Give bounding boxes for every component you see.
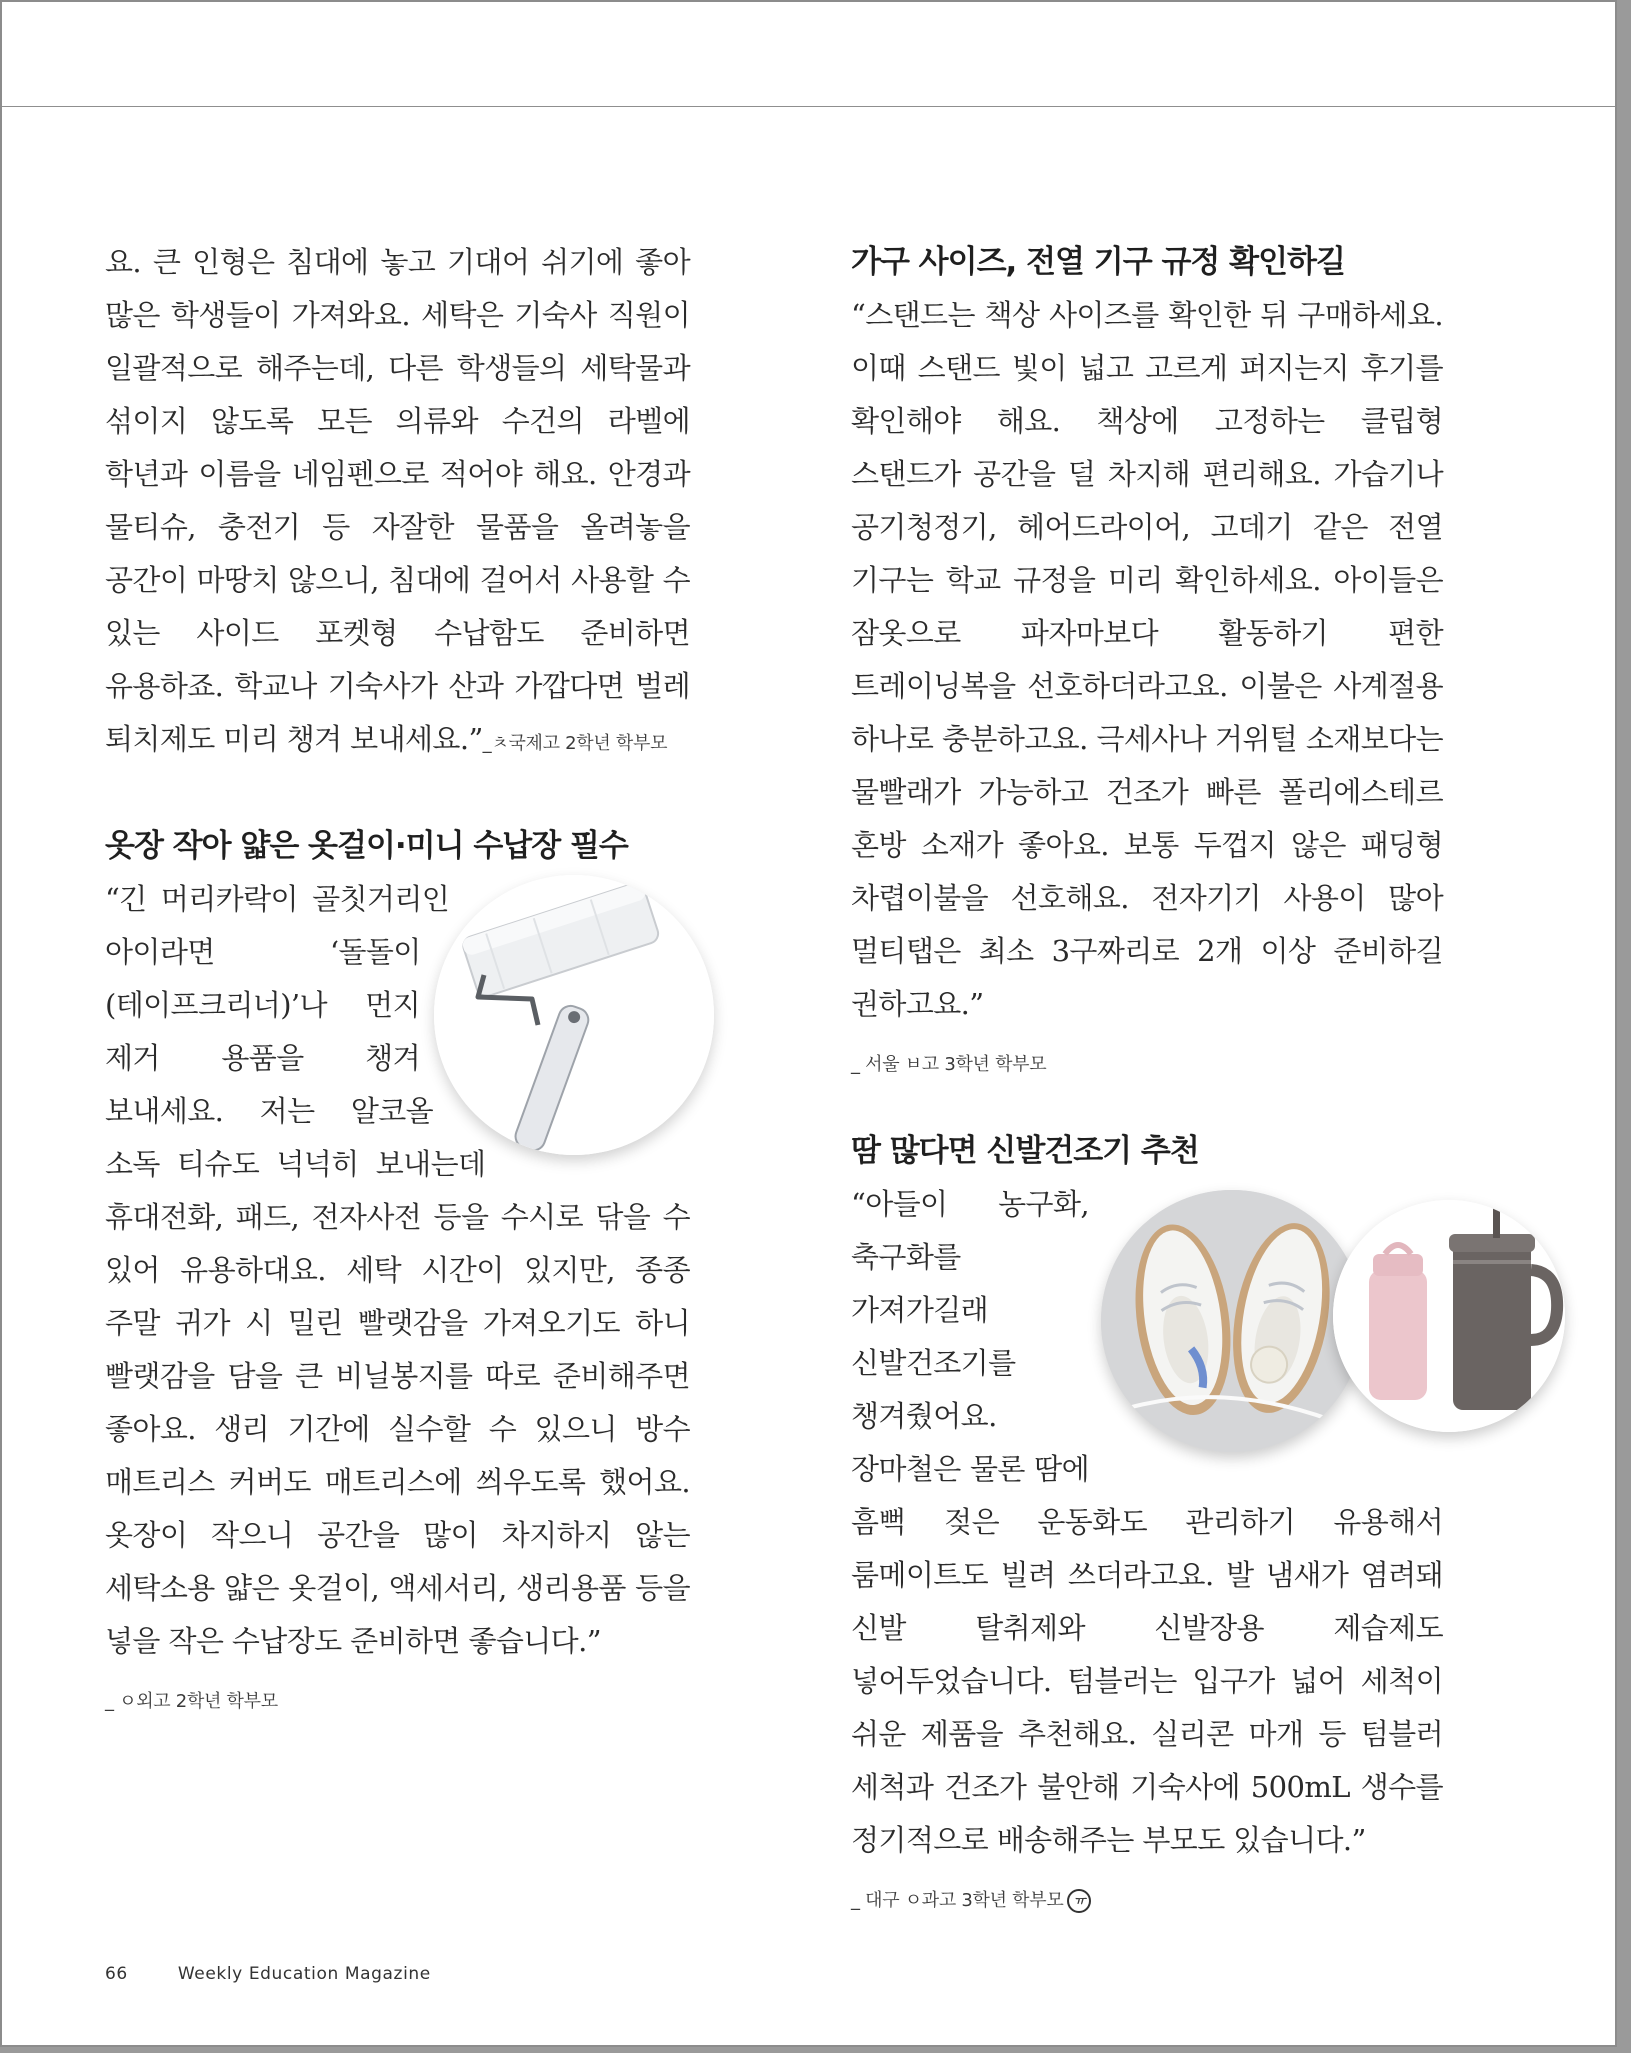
left-paragraph-1-text: 요. 큰 인형은 침대에 놓고 기대어 쉬기에 좋아 많은 학생들이 가져와요. 세탁은 기숙사 직원이 일괄적으로 해주는데, 다른 학생들의 세탁물과 섞이지 않도록 모든 의류와 수건의 라벨에 학년과 이름을 네임펜으로 적어야 해요. 안경과 물티슈, 충전기 등 자잘한 물품을 올려놓을 공간이 마땅치 않으니, 침대에 걸어서 사용할 수 있는 사이드 포켓형 수납함도 준비하면 유용하죠. 학교나 기숙사가 산과 가깝다면 벌레 퇴치제도 미리 챙겨 보내세요.” xyxy=(105,245,690,756)
page-footer xyxy=(105,1964,431,1984)
credit-2: _ ㅇ외고 2학년 학부모 xyxy=(105,1691,278,1712)
shoes-photo xyxy=(1101,1190,1363,1452)
lint-roller-photo xyxy=(434,875,714,1155)
tumblers-image xyxy=(1333,1200,1565,1432)
section-heading-closet: 옷장 작아 얇은 옷걸이·미니 수납장 필수 xyxy=(105,828,628,864)
left-column xyxy=(105,236,690,1716)
right-paragraph-1-text: “스탠드는 책상 사이즈를 확인한 뒤 구매하세요. 이때 스탠드 빛이 넓고 고르게 퍼지는지 후기를 확인해야 해요. 책상에 고정하는 클립형 스탠드가 공간을 덜 차지해 편리해요. 가습기나 공기청정기, 헤어드라이어, 고데기 같은 전열 기구는 학교 규정을 미리 확인하세요. 아이들은 잠옷으로 파자마보다 활동하기 편한 트레이닝복을 선호하더라고요. 이불은 사계절용 하나로 충분하고요. 극세사나 거위털 소재보다는 물빨래가 가능하고 건조가 빠른 폴리에스테르 혼방 소재가 좋아요. 보통 두껍지 않은 패딩형 차렵이불을 선호해요. 전자기기 사용이 많아 멀티탭은 최소 3구짜리로 2개 이상 준비하길 권하고요.” xyxy=(851,298,1443,1021)
magazine-logo-icon: ㅠ xyxy=(1067,1889,1091,1913)
tumblers-photo xyxy=(1333,1200,1565,1432)
right-paragraph-1 xyxy=(851,289,1443,1031)
shoes-image xyxy=(1101,1190,1363,1452)
page-number: 66 xyxy=(105,1964,128,1984)
shoes-and-tumblers-photo xyxy=(1101,1182,1471,1442)
section-heading-shoe-dryer: 땀 많다면 신발건조기 추천 xyxy=(851,1133,1199,1169)
top-divider xyxy=(2,106,1615,107)
lint-roller-image xyxy=(434,875,714,1155)
left-paragraph-2-text: “긴 머리카락이 골칫거리인 아이라면 ‘돌돌이(테이프크리너)’나 먼지 제거 용품을 챙겨 보내세요. 저는 알코올 소독 티슈도 넉넉히 보내는데 휴대전화, 패드, 전자사전 등을 수시로 닦을 수 있어 유용하대요. 세탁 시간이 있지만, 종종 주말 귀가 시 밀린 빨랫감을 가져오기도 하니 빨랫감을 담을 큰 비닐봉지를 따로 준비해주면 좋아요. 생리 기간에 실수할 수 있으니 방수 매트리스 커버도 매트리스에 씌우도록 했어요. 옷장이 작으니 공간을 많이 차지하지 않는 세탁소용 얇은 옷걸이, 액세서리, 생리용품 등을 넣을 작은 수납장도 준비하면 좋습니다.” xyxy=(105,882,690,1658)
credit-1: _ㅊ국제고 2학년 학부모 xyxy=(482,733,668,754)
credit-4 xyxy=(851,1887,1443,1915)
left-paragraph-1 xyxy=(105,236,690,770)
credit-3: _ 서울 ㅂ고 3학년 학부모 xyxy=(851,1054,1047,1075)
right-paragraph-2-text: “아들이 농구화, 축구화를 가져가길래 신발건조기를 챙겨줬어요. 장마철은 물론 땀에 흠뻑 젖은 운동화도 관리하기 유용해서 룸메이트도 빌려 쓰더라고요. 발 냄새가 염려돼 신발 탈취제와 신발장용 제습제도 넣어두었습니다. 텀블러는 입구가 넓어 세척이 쉬운 제품을 추천해요. 실리콘 마개 등 텀블러 세척과 건조가 불안해 기숙사에 500mL 생수를 정기적으로 배송해주는 부모도 있습니다.” xyxy=(851,1187,1443,1857)
credit-4-text: _ 대구 ㅇ과고 3학년 학부모 xyxy=(851,1890,1064,1911)
section-heading-furniture: 가구 사이즈, 전열 기구 규정 확인하길 xyxy=(851,244,1345,280)
publication-name: Weekly Education Magazine xyxy=(177,1964,431,1984)
right-column xyxy=(851,236,1443,1915)
